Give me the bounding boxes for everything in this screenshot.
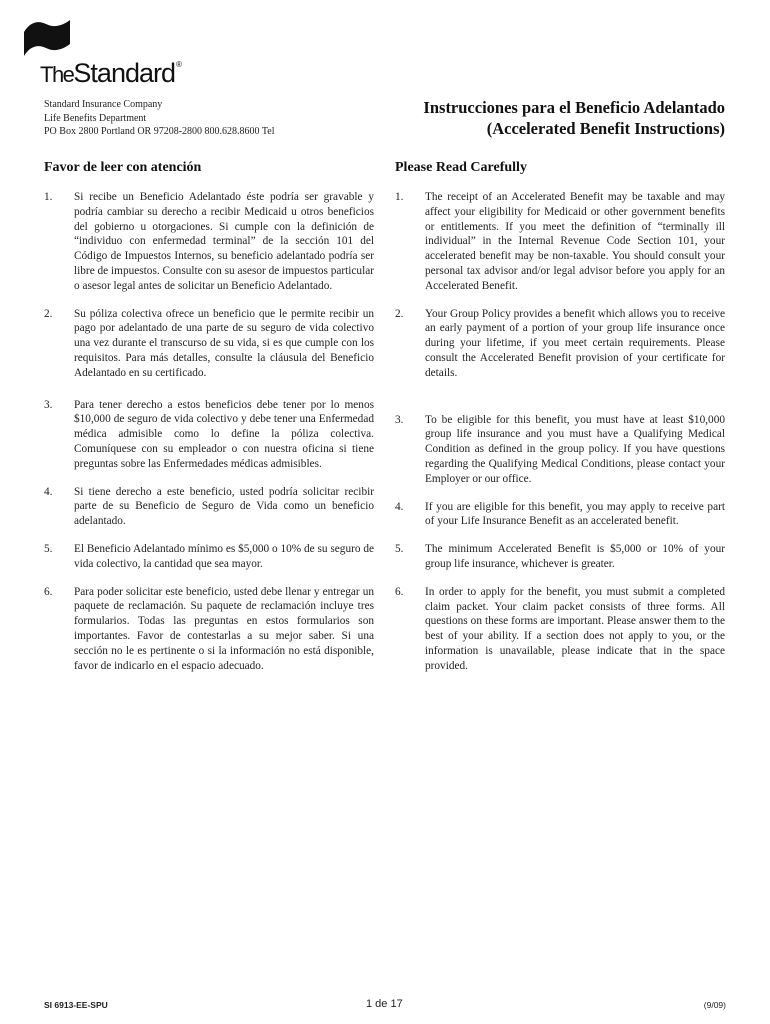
item-number: 5. <box>44 542 53 555</box>
list-item <box>44 190 374 294</box>
item-number: 4. <box>395 500 404 513</box>
page-number: 1 de 17 <box>366 998 403 1010</box>
list-item <box>395 307 725 381</box>
list-item <box>44 542 374 572</box>
item-text: Para poder solicitar este beneficio, usted debe llenar y entregar un paquete de reclamación. Su paquete de reclamación incluye tres formularios. Todas las preguntas en estos formularios son importantes. Favor de contestarlas a su mejor saber. Si una sección no le es pertinente o si la información no está disponible, favor de indicarlo en el espacio adecuado. <box>74 585 374 672</box>
mailing-address: PO Box 2800 Portland OR 97208-2800 800.628.8600 Tel <box>44 126 275 137</box>
company-address <box>44 98 275 139</box>
list-item <box>44 398 374 472</box>
flag-logo-icon <box>22 20 72 56</box>
registered-mark: ® <box>176 60 181 69</box>
title-english: (Accelerated Benefit Instructions) <box>486 119 725 138</box>
item-number: 1. <box>395 191 404 203</box>
spanish-instructions-list <box>44 190 374 673</box>
spanish-heading: Favor de leer con atención <box>44 160 202 175</box>
revision-date: (9/09) <box>703 1000 726 1010</box>
department-name: Life Benefits Department <box>44 112 147 124</box>
item-text: The minimum Accelerated Benefit is $5,000 or 10% of your group life insurance, whichever is greater. <box>425 543 725 570</box>
item-text: To be eligible for this benefit, you must have at least $10,000 group life insurance and you must have a Qualifying Medical Condition as defined in the group policy. If you have questions regarding the Qualifying Medical Conditions, please contact your Employer or our office. <box>425 413 725 485</box>
item-number: 6. <box>44 585 53 598</box>
item-text: Para tener derecho a estos beneficios debe tener por lo menos $10,000 de seguro de vida colectivo y debe tener una Enfermedad médica admisible como lo define la póliza colectiva. Comuníquese con su empleador o con nuestra oficina si tiene preguntas sobre las Enfermedades médicas admisibles. <box>74 398 374 470</box>
item-number: 3. <box>395 413 404 426</box>
list-item <box>395 413 725 487</box>
list-item <box>395 190 725 294</box>
item-text: Su póliza colectiva ofrece un beneficio que le permite recibir un pago por adelantado de una parte de su seguro de vida colectivo una vez durante el transcurso de su vida, si es que cumple con los requisitos. Para más detalles, consulte la cláusula del Beneficio Adelantado en su certificado. <box>74 307 374 379</box>
item-text: Si recibe un Beneficio Adelantado éste podría ser gravable y podría cambiar su derecho a recibir Medicaid u otros beneficios del gobierno u otorgaciones. Si cumple con la definición de “individuo con enfermedad terminal” de la sección 101 del Código de Impuestos Internos, su beneficio adelantado podría ser libre de impuestos. Consulte con su asesor de impuestos particular o asesor legal antes de solicitar un Beneficio Adelantado. <box>74 191 374 292</box>
title-spanish: Instrucciones para el Beneficio Adelantado <box>423 98 725 117</box>
item-text: If you are eligible for this benefit, you may apply to receive part of your Life Insurance Benefit as an accelerated benefit. <box>425 500 725 528</box>
item-number: 2. <box>44 307 53 320</box>
item-number: 2. <box>395 307 404 320</box>
list-item <box>44 585 374 674</box>
logo-prefix: The <box>40 62 74 87</box>
list-item <box>395 500 725 530</box>
item-number: 3. <box>44 398 53 411</box>
list-item <box>44 307 374 381</box>
item-number: 5. <box>395 543 404 556</box>
company-logo <box>40 58 180 89</box>
document-title <box>423 97 725 139</box>
item-text: Your Group Policy provides a benefit which allows you to receive an early payment of a portion of your group life insurance once during your lifetime, if you meet certain requirements. Please consult the Accelerated Benefit provision of your certificate for details. <box>425 307 725 379</box>
form-code: SI 6913-EE-SPU <box>44 1000 108 1010</box>
list-item <box>395 542 725 572</box>
item-text: In order to apply for the benefit, you must submit a completed claim packet. Your claim packet consists of three forms. All questions on these forms are important. Please answer them to the best of your ability. If a section does not apply to you, or the information is unavailable, please indicate that in the space provided. <box>425 585 725 672</box>
item-text: El Beneficio Adelantado mínimo es $5,000 o 10% de su seguro de vida colectivo, la cantidad que sea mayor. <box>74 542 374 570</box>
list-item <box>395 585 725 674</box>
item-number: 6. <box>395 585 404 598</box>
english-instructions-list <box>395 190 725 674</box>
item-number: 4. <box>44 485 53 498</box>
item-text: Si tiene derecho a este beneficio, usted podría solicitar recibir parte de su Beneficio de Seguro de Vida como un beneficio adelantado. <box>74 485 374 528</box>
item-text: The receipt of an Accelerated Benefit may be taxable and may affect your eligibility for Medicaid or other government benefits or entitlements. If you meet the definition of “terminally ill individual” in the Internal Revenue Code Section 101, your accelerated benefit may be non-taxable. You should consult your personal tax advisor and/or legal advisor before you apply for an Accelerated Benefit. <box>425 191 725 292</box>
item-number: 1. <box>44 191 53 203</box>
logo-name: Standard <box>73 58 176 88</box>
english-heading: Please Read Carefully <box>395 160 527 175</box>
company-name: Standard Insurance Company <box>44 99 163 110</box>
list-item <box>44 485 374 529</box>
